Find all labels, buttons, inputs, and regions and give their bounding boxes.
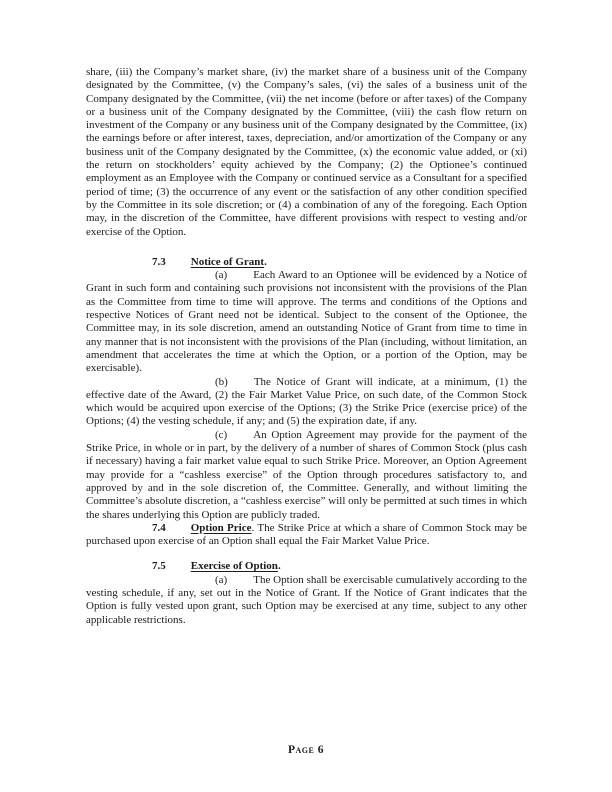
paragraph-7-5-a xyxy=(86,574,527,627)
section-7-4 xyxy=(86,522,527,549)
section-title: Option Price xyxy=(190,521,252,534)
section-number: 7.3 xyxy=(152,255,166,268)
paragraph-text: Each Award to an Optionee will be evidenced by a Notice of Grant in such form and containing such provisions not inconsistent with the provisions of the Plan as the Committee from time to time will approve. The terms and conditions of the Options and respective Notices of Grant need not be identical. Subject to the consent of the Optionee, the Committee may, in its sole discretion, amend an outstanding Notice of Grant from time to time in any manner that is not inconsistent with the provisions of the Plan (including, without limitation, an amendment that accelerates the time at which the Option, or a portion of the Option, may be exercisable). xyxy=(86,269,527,375)
paragraph-text: The Option shall be exercisable cumulatively according to the vesting schedule, if any, set out in the Notice of Grant. If the Notice of Grant indicates that the Option is fully vested upon grant, such Option may be exercised at any time, subject to any other applicable restrictions. xyxy=(86,573,527,626)
continuation-paragraph: share, (iii) the Company’s market share, (iv) the market share of a business unit of the Company designated by the Committee, (v) the Company’s sales, (vi) the sales of a business unit of the Company designated by the Committee, (vii) the net income (before or after taxes) of the Company or a business unit of the Company designated by the Committee, (viii) the cash flow return on investment of the Company or any business unit of the Company designated by the Committee, (ix) the earnings before or after interest, taxes, depreciation, and/or amortization of the Company or any business unit of the Company designated by the Committee, (x) the economic value added, or (xi) the return on stockholders’ equity achieved by the Company; (2) the Optionee’s continued employment as an Employee with the Company or continued service as a Consultant for a specified period of time; (3) the occurrence of any event or the satisfaction of any other condition specified by the Committee in its sole discretion; or (4) a combination of any of the foregoing. Each Option may, in the discretion of the Committee, have different provisions with respect to vesting and/or exercise of the Option. xyxy=(86,66,527,238)
paragraph-text: The Notice of Grant will indicate, at a minimum, (1) the effective date of the Award, (2) the Fair Market Value Price, on such date, of the Common Stock which would be acquired upon exercise of the Options; (3) the Strike Price (exercise price) of the Options; (4) the vesting schedule, if any; and (5) the expiration date, if any. xyxy=(86,375,527,428)
paragraph-label: (b) xyxy=(215,375,228,388)
section-number: 7.4 xyxy=(152,521,166,534)
paragraph-label: (a) xyxy=(215,573,228,586)
paragraph-7-3-b xyxy=(86,376,527,429)
section-heading-7-3 xyxy=(152,256,527,269)
section-title: Exercise of Option xyxy=(190,560,278,573)
paragraph-7-3-a xyxy=(86,269,527,375)
paragraph-7-3-c xyxy=(86,429,527,522)
paragraph-text: An Option Agreement may provide for the payment of the Strike Price, in whole or in part, by the delivery of a number of shares of Common Stock (plus cash if necessary) having a fair market value equal to such Strike Price. Moreover, an Option Agreement may provide for a “cashless exercise” of the Option through procedures satisfactory to, and approved by and in the sole discretion of, the Committee. Generally, and without limiting the Committee’s absolute discretion, a “cashless exercise” will only be permitted at such times in which the shares underlying this Option are publicly traded. xyxy=(86,428,527,521)
section-number: 7.5 xyxy=(152,560,166,573)
section-title-suffix: . xyxy=(264,255,267,268)
section-heading-7-5 xyxy=(152,560,527,573)
paragraph-label: (c) xyxy=(215,428,228,441)
page-body xyxy=(86,66,527,627)
section-title: Notice of Grant xyxy=(190,255,265,268)
paragraph-label: (a) xyxy=(215,269,228,282)
section-title-suffix: . xyxy=(277,560,281,573)
page-number: Page 6 xyxy=(288,744,324,756)
section-text: The Strike Price at which a share of Common Stock may be purchased upon exercise of an Option shall equal the Fair Market Value Price. xyxy=(86,521,527,548)
section-title-suffix: . xyxy=(251,521,258,534)
